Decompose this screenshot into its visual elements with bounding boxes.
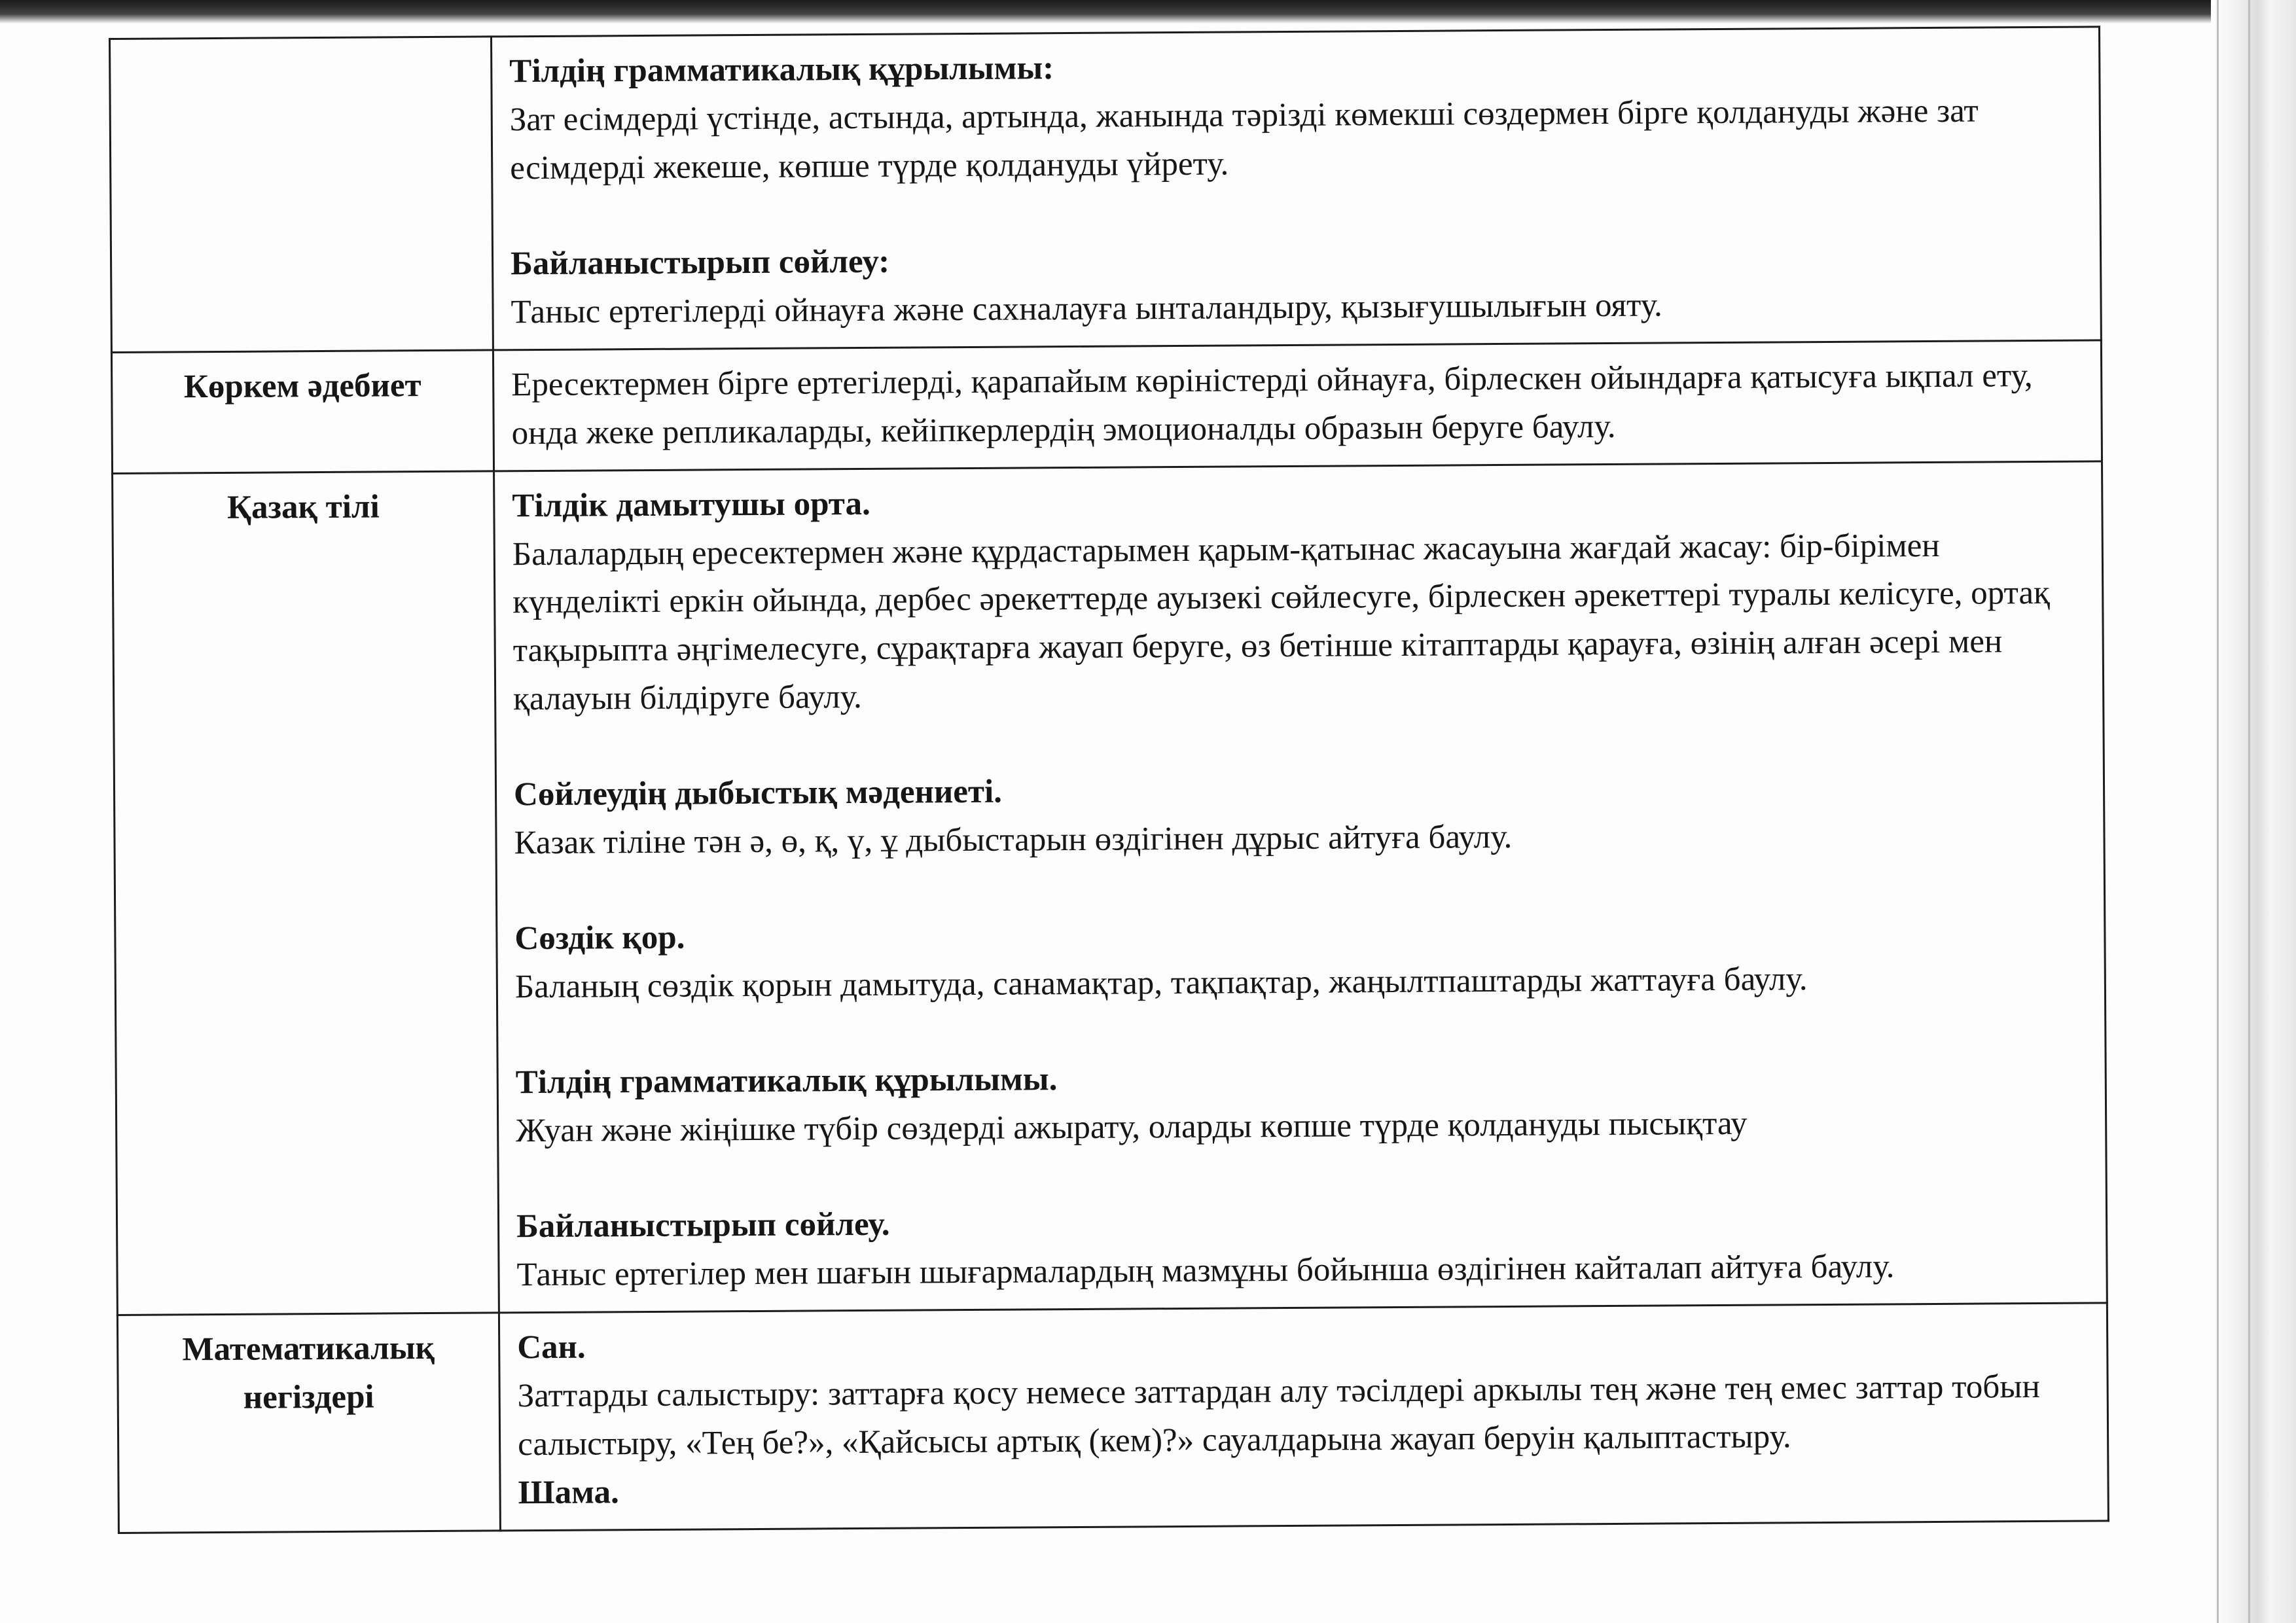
page-edge-line: [2248, 0, 2250, 1623]
content-cell: [493, 340, 2102, 471]
section-text: Ересектермен бірге ертегілерді, қарапайым көріністерді ойнауға, бірлескен ойындарға қатысуға ықпал ету, онда жеке репликаларды, кейіпкерлердің эмоционалды образын беруге баулу.: [511, 357, 2033, 452]
section-text: Заттарды салыстыру: заттарға қосу немесе заттардан алу тәсілдері аркылы тең және тең емес заттар тобын салыстыру, «Тең бе?», «Қайсысы артық (кем)?» сауалдарына жауап беруін қалыптастыру.: [517, 1368, 2040, 1463]
table-row: [117, 1303, 2108, 1533]
section-title: Тілдің грамматикалық құрылымы:: [509, 50, 1054, 90]
section-text: Казак тіліне тән ә, ө, қ, ү, ұ дыбыстарын өздігінен дұрыс айтуға баулу.: [514, 819, 1513, 862]
content-cell: [499, 1303, 2108, 1531]
curriculum-table: [109, 26, 2109, 1533]
section-text: Баланың сөздік қорын дамытуда, санамақтар, тақпақтар, жаңылтпаштарды жаттауға баулу.: [514, 961, 1808, 1006]
section-text: Таныс ертегілер мен шағын шығармалардың мазмұны бойынша өздігінен кайталап айтуға баулу.: [516, 1248, 1895, 1294]
section-text: Таныс ертегілерді ойнауға және сахналауға ынталандыру, қызығушылығын ояту.: [511, 287, 1662, 331]
page-edge-shadow: [2211, 0, 2296, 1623]
subject-cell: Қазақ тілі: [113, 471, 499, 1315]
section-text: Балалардың ересектермен және құрдастарымен қарым-қатынас жасауына жағдай жасау: бір-бірімен күнделікті еркін ойында, дербес әрекеттерде ауызекі сөйлесуге, бірлескен әрекеттері туралы келісуге, ортақ тақырыпта әңгімелесуге, сұрақтарға жауап беруге, өз бетінше кітаптарды қарауға, өзінің алған әсері мен қалауын білдіруге баулу.: [512, 527, 2051, 718]
page-edge-line: [2217, 0, 2219, 1623]
subject-cell: Көркем әдебиет: [111, 350, 493, 473]
section-title: Тілдің грамматикалық құрылымы.: [515, 1061, 1058, 1101]
table-row: [113, 461, 2108, 1315]
section-title: Сөйлеудің дыбыстық мәдениеті.: [513, 773, 1003, 813]
section-text: Жуан және жіңішке түбір сөздерді ажырату, оларды көпше түрде қолдануды пысықтау: [516, 1105, 1748, 1150]
table-row: [111, 340, 2102, 473]
content-cell: [491, 27, 2101, 350]
subject-cell: Математикалық негіздері: [117, 1313, 500, 1533]
subject-cell: [110, 37, 493, 352]
scan-top-shadow: [0, 0, 2296, 24]
section-title: Сан.: [517, 1329, 586, 1366]
section-title: Байланыстырып сөйлеу.: [516, 1205, 890, 1245]
section-title: Тілдік дамытушы орта.: [512, 485, 870, 524]
section-title: Байланыстырып сөйлеу:: [510, 243, 890, 283]
table-row: [110, 27, 2102, 352]
section-title: Шама.: [518, 1473, 619, 1511]
section-title: Сөздік қор.: [514, 919, 685, 957]
content-cell: [494, 461, 2108, 1312]
section-text: Зат есімдерді үстінде, астында, артында, жанында тәрізді көмекші сөздермен бірге қолдануды және зат есімдерді жекеше, көпше түрде қолдануды үйрету.: [509, 92, 1979, 187]
